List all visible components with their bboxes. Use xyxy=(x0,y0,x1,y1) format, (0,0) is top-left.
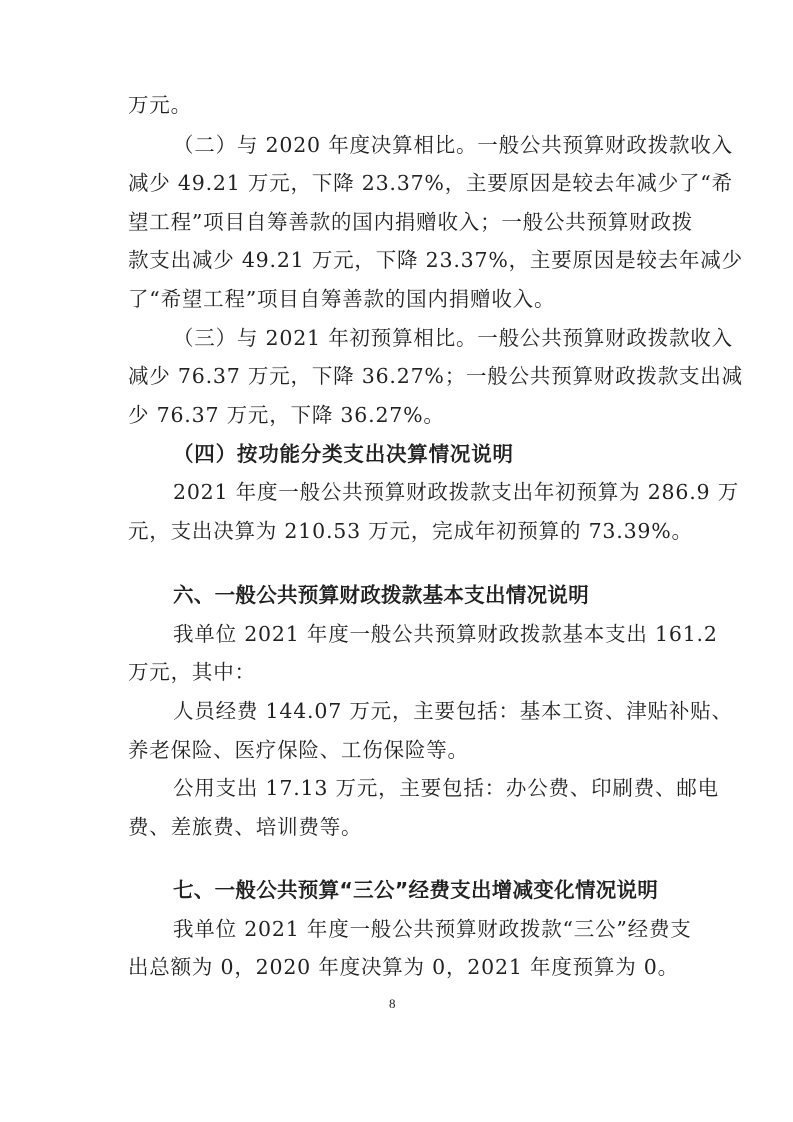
page-number: 8 xyxy=(389,996,396,1011)
section-heading: 七、一般公共预算“三公”经费支出增减变化情况说明 xyxy=(173,878,659,902)
paragraph-line: 人员经费 144.07 万元，主要包括：基本工资、津贴补贴、 xyxy=(173,699,733,723)
paragraph-line: 公用支出 17.13 万元，主要包括：办公费、印刷费、邮电 xyxy=(173,776,719,800)
paragraph-line: 养老保险、医疗保险、工伤保险等。 xyxy=(128,738,469,762)
paragraph-line: 万元。 xyxy=(128,93,192,117)
paragraph-line: 我单位 2021 年度一般公共预算财政拨款“三公”经费支 xyxy=(173,917,692,941)
paragraph-line: 望工程”项目自筹善款的国内捐赠收入；一般公共预算财政拨 xyxy=(128,210,694,234)
paragraph-line: 2021 年度一般公共预算财政拨款支出年初预算为 286.9 万 xyxy=(173,480,740,504)
section-subheading: （四）按功能分类支出决算情况说明 xyxy=(173,442,514,466)
paragraph-line: 少 76.37 万元，下降 36.27%。 xyxy=(128,403,445,427)
paragraph-line: 了“希望工程”项目自筹善款的国内捐赠收入。 xyxy=(128,287,556,311)
paragraph-line: 我单位 2021 年度一般公共预算财政拨款基本支出 161.2 xyxy=(173,622,718,646)
paragraph-line: 减少 49.21 万元，下降 23.37%，主要原因是较去年减少了“希 xyxy=(128,171,733,195)
paragraph-line: 费、差旅费、培训费等。 xyxy=(128,815,363,839)
paragraph-line: 减少 76.37 万元，下降 36.27%；一般公共预算财政拨款支出减 xyxy=(128,364,743,388)
section-heading: 六、一般公共预算财政拨款基本支出情况说明 xyxy=(173,583,589,607)
paragraph-line: （二）与 2020 年度决算相比。一般公共预算财政拨款收入 xyxy=(173,133,733,157)
paragraph-line: （三）与 2021 年初预算相比。一般公共预算财政拨款收入 xyxy=(173,326,733,350)
paragraph-line: 出总额为 0，2020 年度决算为 0，2021 年度预算为 0。 xyxy=(128,955,679,979)
paragraph-line: 款支出减少 49.21 万元，下降 23.37%，主要原因是较去年减少 xyxy=(128,248,743,272)
paragraph-line: 万元，其中： xyxy=(128,660,256,684)
paragraph-line: 元，支出决算为 210.53 万元，完成年初预算的 73.39%。 xyxy=(128,519,693,543)
